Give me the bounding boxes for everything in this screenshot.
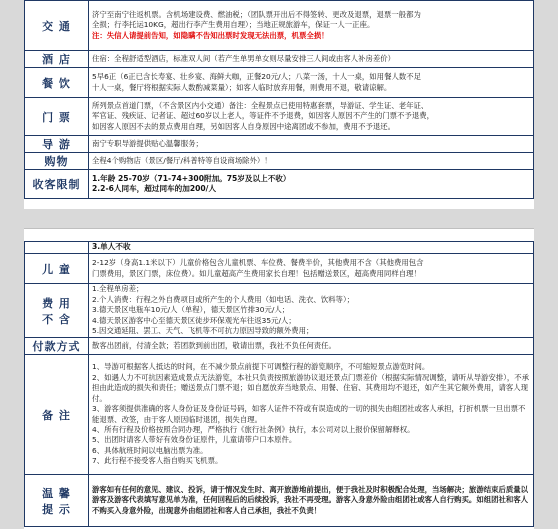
- children-content: [89, 254, 534, 284]
- limits-item-1: 1.年龄 25-70岁（71-74+300附加。75岁及以上不收）: [92, 173, 291, 183]
- remark-item: 3、游客须提供准确的客人身份证及身份证号码，如客人证件不符或有误造成的一切的损失由组团社或客人承担，打折机票一旦出票不能退票、改签，由于客人原因临时退团，损失自理。: [92, 404, 526, 424]
- row-heading-children: 儿 童: [25, 254, 89, 284]
- tickets-line-3: 如因客人原因不去的景点费用自理，另如因客人自身原因中途离团或不参加，费用不予退还。: [92, 121, 396, 131]
- row-excluded-costs: [25, 284, 534, 338]
- remark-item: 1、导游可根据客人抵达的时间，在不减少景点前提下可调整行程的游览顺序，不可缩短景点游览时间。: [92, 362, 430, 372]
- row-hotel: [25, 51, 534, 68]
- row-tickets: [25, 98, 534, 136]
- guide-text: 南宁专职导游提供贴心温馨服务；: [92, 138, 203, 148]
- row-heading-payment: 付款方式: [25, 338, 89, 355]
- tickets-line-1: 所列景点首道门票，（不含景区内小交通）备注：全程景点已使用特惠套票，导游证、学生证、老年证、: [92, 100, 429, 110]
- row-heading-traffic: 交 通: [25, 1, 89, 51]
- itinerary-table-part2: [24, 241, 534, 527]
- remark-item: 4、所有行程及价格按照合同办理，严格执行《旅行社条例》执行，本公司对以上报价保留解释权。: [92, 424, 415, 434]
- row-guide: [25, 136, 534, 153]
- excluded-content: [89, 284, 534, 338]
- remarks-content: [89, 355, 534, 475]
- row-meals: [25, 68, 534, 98]
- meals-line-2: 十人一桌，餐厅将根据实际人数酌减菜量）；如客人临时放弃用餐，则费用不退，敬请谅解。: [92, 82, 392, 92]
- excluded-item: 5.因交通延阻、罢工、天气、飞机等不可抗力原因导致的额外费用；: [92, 326, 314, 336]
- hotel-content: [89, 51, 534, 68]
- guide-content: [89, 136, 534, 153]
- limits-item-2: 2.2-6人同车，超过同车的加200/人: [92, 184, 217, 193]
- row-heading-tips: [25, 475, 89, 527]
- remark-item: 6、具体航班时间以电脑出票为准。: [92, 445, 208, 455]
- tips-heading-line-2: 提 示: [42, 502, 71, 516]
- traffic-content: [89, 1, 534, 51]
- payment-content: [89, 338, 534, 355]
- tickets-content: [89, 98, 534, 136]
- row-heading-hotel: 酒 店: [25, 51, 89, 68]
- row-shopping: [25, 153, 534, 170]
- tips-content: [89, 475, 534, 527]
- shopping-content: [89, 153, 534, 170]
- hotel-text: 住宿：全程舒适型酒店，标准双人间（若产生单男单女则尽量安排三人间或由客人补房差价）: [92, 53, 396, 63]
- row-heading-remarks: 备 注: [25, 355, 89, 475]
- meals-line-1: 5早6正（6正已含长寿宴、壮乡宴、海鲜大咖，正餐20元/人；八菜一汤，十人一桌，如用餐人数不足: [92, 72, 422, 82]
- excluded-item: 3.德天景区电瓶车10元/人（单程），德天景区竹排30元/人；: [92, 305, 290, 315]
- children-line-1: 2-12岁（身高1.1米以下）儿童价格包含儿童机票、车位费、餐费半价，其他费用不含（其他费用包含: [92, 258, 424, 268]
- row-heading-meals: 餐 饮: [25, 68, 89, 98]
- excluded-item: 2.个人消费：行程之外自费项目或所产生的个人费用（如电话、洗衣、饮料等）；: [92, 294, 355, 304]
- row-heading-limits-continued-empty: [25, 242, 89, 254]
- excluded-item: 4.德天景区游客中心至德天景区徒步环保观光车往返35元/人；: [92, 315, 296, 325]
- row-limits-continued: [25, 242, 534, 254]
- document-page-1: [24, 0, 534, 209]
- row-heading-limits: 收客限制: [25, 170, 89, 199]
- remark-item: 7、此行程不接受客人指自购买飞机票。: [92, 456, 223, 466]
- tickets-line-2: 军官证、残疾证、记者证、超过60岁以上老人，等证件不予退费，如因客人原因不产生的门票不予退费，: [92, 111, 434, 121]
- remark-item: 5、出团时请客人带好有效身份证原件，儿童请带户口本原件。: [92, 435, 297, 445]
- traffic-warning: 注：失信人请提前告知，如隐瞒不告知出票时发现无法出票，机票全损！: [92, 30, 329, 40]
- row-heading-excluded: [25, 284, 89, 338]
- row-heading-guide: 导 游: [25, 136, 89, 153]
- children-line-2: 门票费用，景区门票，床位费）。如儿童超高产生费用家长自理！包括赠送景区，超高费用同样自理！: [92, 268, 421, 278]
- traffic-line-1: 济宁至南宁往返机票。含机场建设费、燃油税；（团队票开出后不得签转、更改及退票，退票一般都为: [92, 9, 421, 19]
- shopping-text: 全程4个购物店（景区/餐厅/科普特等自设商场除外）！: [92, 155, 272, 165]
- remark-item: 2、如遇人力不可抗因素造成景点无法游览，本社只负责按照旅游协议退还景点门票差价（根据实际情况调整，请听从导游安排），不承担由此造成的损失和责任；赠送景点门票不退；如自愿放弃当地景点、用餐、住宿、其费用均不退还，如产生其它额外费用，请客人现付。: [92, 372, 530, 403]
- limits-content: [89, 170, 534, 199]
- row-limits: [25, 170, 534, 199]
- row-tips: [25, 475, 534, 527]
- limits-continued-content: [89, 242, 534, 254]
- row-remarks: [25, 355, 534, 475]
- row-payment: [25, 338, 534, 355]
- tips-heading-line-1: 温 馨: [42, 486, 71, 500]
- document-page-2: [24, 228, 534, 529]
- traffic-line-2: 全损；行李托运10KG，超出行李产生费用自理）；当地正规旅游车，保证一人一正座。: [92, 20, 375, 30]
- excluded-item: 1.全程单房差；: [92, 284, 144, 294]
- meals-content: [89, 68, 534, 98]
- excluded-heading-line-2: 不 含: [42, 312, 71, 326]
- excluded-heading-line-1: 费 用: [42, 296, 71, 310]
- payment-text: 散客出团前，付清全款；若团款到前出团，敬请出票，我社不负任何责任。: [92, 340, 336, 350]
- tips-text: 游客如有任何的意见、建议、投诉，请于情况发生时、离开旅游地前提出，便于我社及时积极配合处理，当场解决；旅游结束后质量以游客及游客代表填写意见单为准，任何回程后的后续投诉，我社不再受理。游客入身意外险由组团社或客人自行购买。如组团社和客人不购买入身意外险，出现意外由组团社和客人自己承担，我社不负责！: [92, 484, 529, 515]
- itinerary-table-part1: [24, 0, 534, 199]
- limits-item-3: 3.单人不收: [92, 242, 131, 252]
- row-children: [25, 254, 534, 284]
- row-heading-shopping: 购物: [25, 153, 89, 170]
- row-traffic: [25, 1, 534, 51]
- row-heading-tickets: 门 票: [25, 98, 89, 136]
